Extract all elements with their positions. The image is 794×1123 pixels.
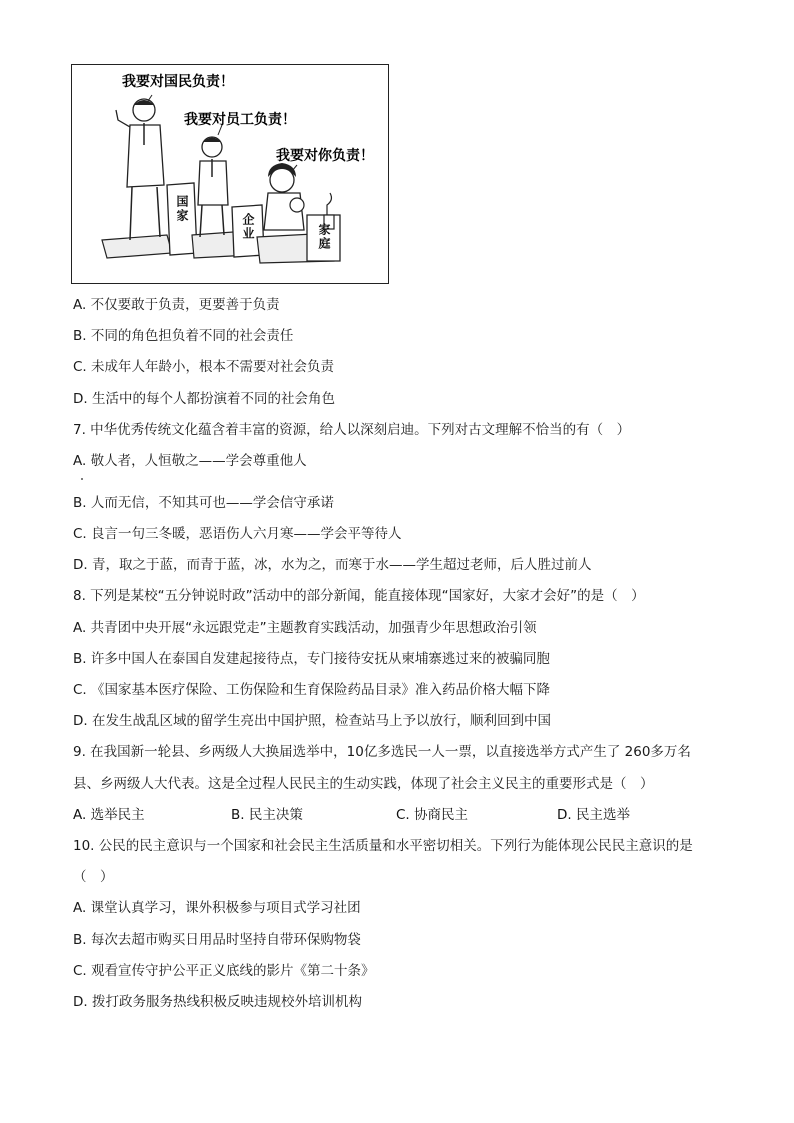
- q7-option-b: B. 人而无信，不知其可也——学会信守承诺: [73, 495, 334, 511]
- q6-option-b: B. 不同的角色担负着不同的社会责任: [73, 328, 294, 344]
- label-country: 国家: [175, 195, 189, 223]
- bubble-company: 我要对员工负责！: [184, 112, 296, 128]
- q9-option-d: D. 民主选举: [557, 807, 630, 823]
- q10-option-c: C. 观看宣传守护公平正义底线的影片《第二十条》: [73, 963, 375, 979]
- q10-option-d: D. 拨打政务服务热线积极反映违规校外培训机构: [73, 994, 362, 1010]
- q7-option-a: A. 敬人者，人恒敬之——学会尊重他人: [73, 453, 307, 469]
- q9-option-a: A. 选举民主: [73, 807, 145, 823]
- q6-option-c: C. 未成年人年龄小，根本不需要对社会负责: [73, 359, 335, 375]
- bubble-country: 我要对国民负责！: [122, 74, 234, 90]
- q7-stem: 7. 中华优秀传统文化蕴含着丰富的资源，给人以深刻启迪。下列对古文理解不恰当的有（ ）: [73, 422, 631, 438]
- q6-option-d: D. 生活中的每个人都扮演着不同的社会角色: [73, 391, 335, 407]
- stray-dot: [81, 478, 83, 480]
- q6-option-a: A. 不仅要敢于负责，更要善于负责: [73, 297, 280, 313]
- q9-stem-line2: 县、乡两级人大代表。这是全过程人民民主的生动实践，体现了社会主义民主的重要形式是（ ）: [73, 776, 654, 792]
- q8-option-d: D. 在发生战乱区域的留学生亮出中国护照，检查站马上予以放行，顺利回到中国: [73, 713, 551, 729]
- q10-stem-line2: （ ）: [73, 869, 114, 885]
- q9-option-b: B. 民主决策: [231, 807, 303, 823]
- q10-option-b: B. 每次去超市购买日用品时坚持自带环保购物袋: [73, 932, 361, 948]
- cartoon-illustration: [71, 64, 389, 284]
- q9-option-c: C. 协商民主: [396, 807, 469, 823]
- q7-option-c: C. 良言一句三冬暖，恶语伤人六月寒——学会平等待人: [73, 526, 402, 542]
- label-family: 家庭: [317, 223, 331, 251]
- q8-option-c: C. 《国家基本医疗保险、工伤保险和生育保险药品目录》准入药品价格大幅下降: [73, 682, 551, 698]
- q7-option-d: D. 青，取之于蓝，而青于蓝，冰，水为之，而寒于水——学生超过老师，后人胜过前人: [73, 557, 592, 573]
- q8-option-b: B. 许多中国人在泰国自发建起接待点，专门接待安抚从柬埔寨逃过来的被骗同胞: [73, 651, 550, 667]
- q8-stem: 8. 下列是某校“五分钟说时政”活动中的部分新闻，能直接体现“国家好，大家才会好”的是（ ）: [73, 588, 645, 604]
- cartoon-drawing: [72, 65, 390, 285]
- q9-stem-line1: 9. 在我国新一轮县、乡两级人大换届选举中，10亿多选民一人一票，以直接选举方式产生了 260多万名: [73, 744, 691, 760]
- q10-option-a: A. 课堂认真学习，课外积极参与项目式学习社团: [73, 900, 361, 916]
- label-company: 企业: [241, 213, 255, 241]
- q10-stem-line1: 10. 公民的民主意识与一个国家和社会民主生活质量和水平密切相关。下列行为能体现公民民主意识的是: [73, 838, 693, 854]
- q9-options-row: [73, 806, 733, 824]
- bubble-family: 我要对你负责！: [276, 148, 374, 164]
- q8-option-a: A. 共青团中央开展“永远跟党走”主题教育实践活动，加强青少年思想政治引领: [73, 620, 537, 636]
